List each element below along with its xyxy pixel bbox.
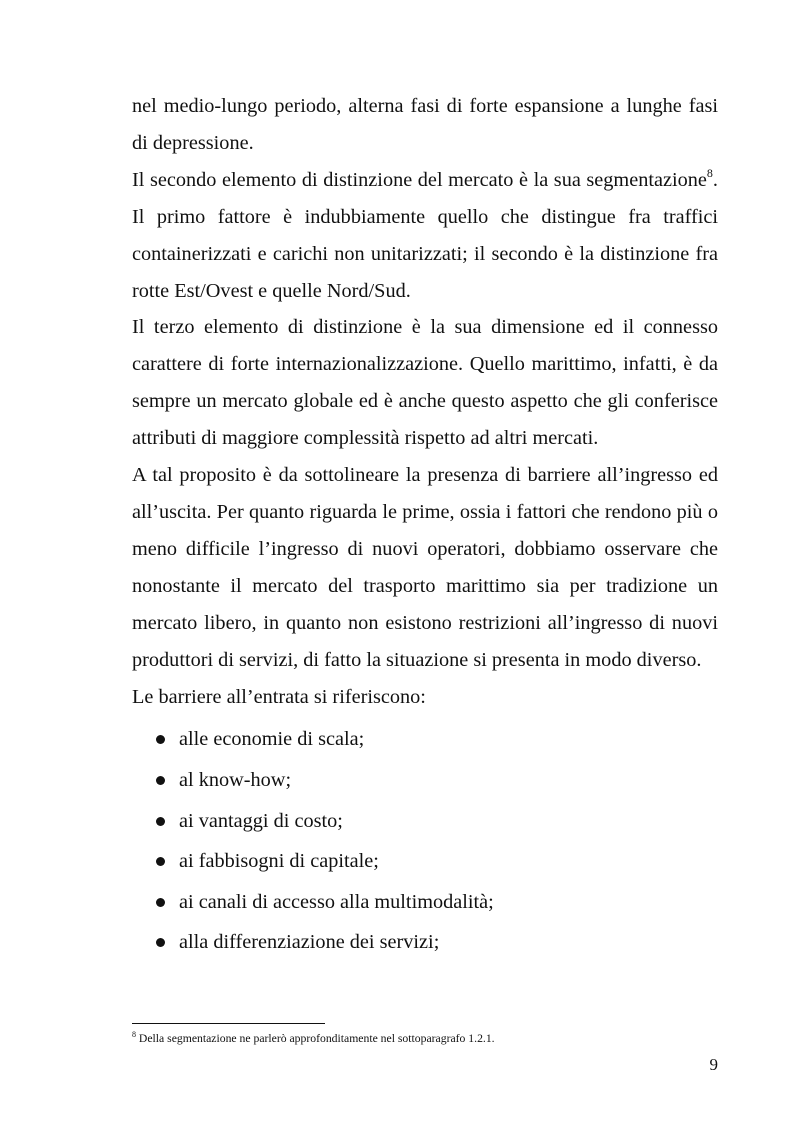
list-item-text: ai vantaggi di costo;	[179, 809, 343, 832]
list-item-text: ai fabbisogni di capitale;	[179, 850, 379, 873]
bullet-icon	[156, 776, 165, 785]
list-item-text: alle economie di scala;	[179, 728, 365, 751]
list-item-text: alla differenziazione dei servizi;	[179, 931, 440, 954]
paragraph-barriers-intro: Le barriere all’entrata si riferiscono:	[132, 685, 426, 708]
footnote	[132, 1031, 718, 1047]
list-item-text: al know-how;	[179, 769, 292, 791]
paragraph-continuation: nel medio-lungo periodo, alterna fasi di forte espansione a lunghe fasi di depressione.	[132, 95, 718, 154]
list-item-text: ai canali di accesso alla multimodalità;	[179, 890, 494, 913]
barriers-list	[132, 719, 718, 963]
page-number: 9	[709, 1055, 718, 1074]
body-text	[132, 88, 718, 963]
list-item	[132, 719, 718, 760]
paragraph-segmentation	[132, 162, 718, 310]
footnote-text: Della segmentazione ne parlerò approfonditamente nel sottoparagrafo 1.2.1.	[136, 1032, 495, 1045]
segmentation-text-before: Il secondo elemento di distinzione del mercato è la sua segmentazione	[132, 168, 707, 191]
bullet-icon	[156, 898, 165, 907]
paragraph-dimension: Il terzo elemento di distinzione è la sua dimensione ed il connesso carattere di forte internazionalizzazione. Quello marittimo, infatti, è da sempre un mercato globale ed è anche questo aspetto che gli conferisce attributi di maggiore complessità rispetto ad altri mercati.	[132, 316, 718, 450]
footnote-divider	[132, 1023, 325, 1024]
bullet-icon	[156, 857, 165, 866]
list-item	[132, 841, 718, 882]
list-item	[132, 801, 718, 842]
list-item	[132, 922, 718, 963]
footnote-number: 8	[132, 1030, 136, 1039]
paragraph-barriers: A tal proposito è da sottolineare la presenza di barriere all’ingresso ed all’uscita. Per quanto riguarda le prime, ossia i fattori che rendono più o meno difficile l’ingresso di nuovi operatori, dobbiamo osservare che nonostante il mercato del trasporto marittimo sia per tradizione un mercato libero, in quanto non esistono restrizioni all’ingresso di nuovi produttori di servizi, di fatto la situazione si presenta in modo diverso.	[132, 464, 718, 671]
list-item	[132, 760, 718, 801]
bullet-icon	[156, 735, 165, 744]
footnote-reference[interactable]: 8	[706, 165, 713, 180]
bullet-icon	[156, 938, 165, 947]
list-item	[132, 882, 718, 923]
segmentation-text-after: . Il primo fattore è indubbiamente quello che distingue fra traffici containerizzati e carichi non unitarizzati; il secondo è la distinzione fra rotte Est/Ovest e quelle Nord/Sud.	[132, 168, 718, 302]
bullet-icon	[156, 817, 165, 826]
